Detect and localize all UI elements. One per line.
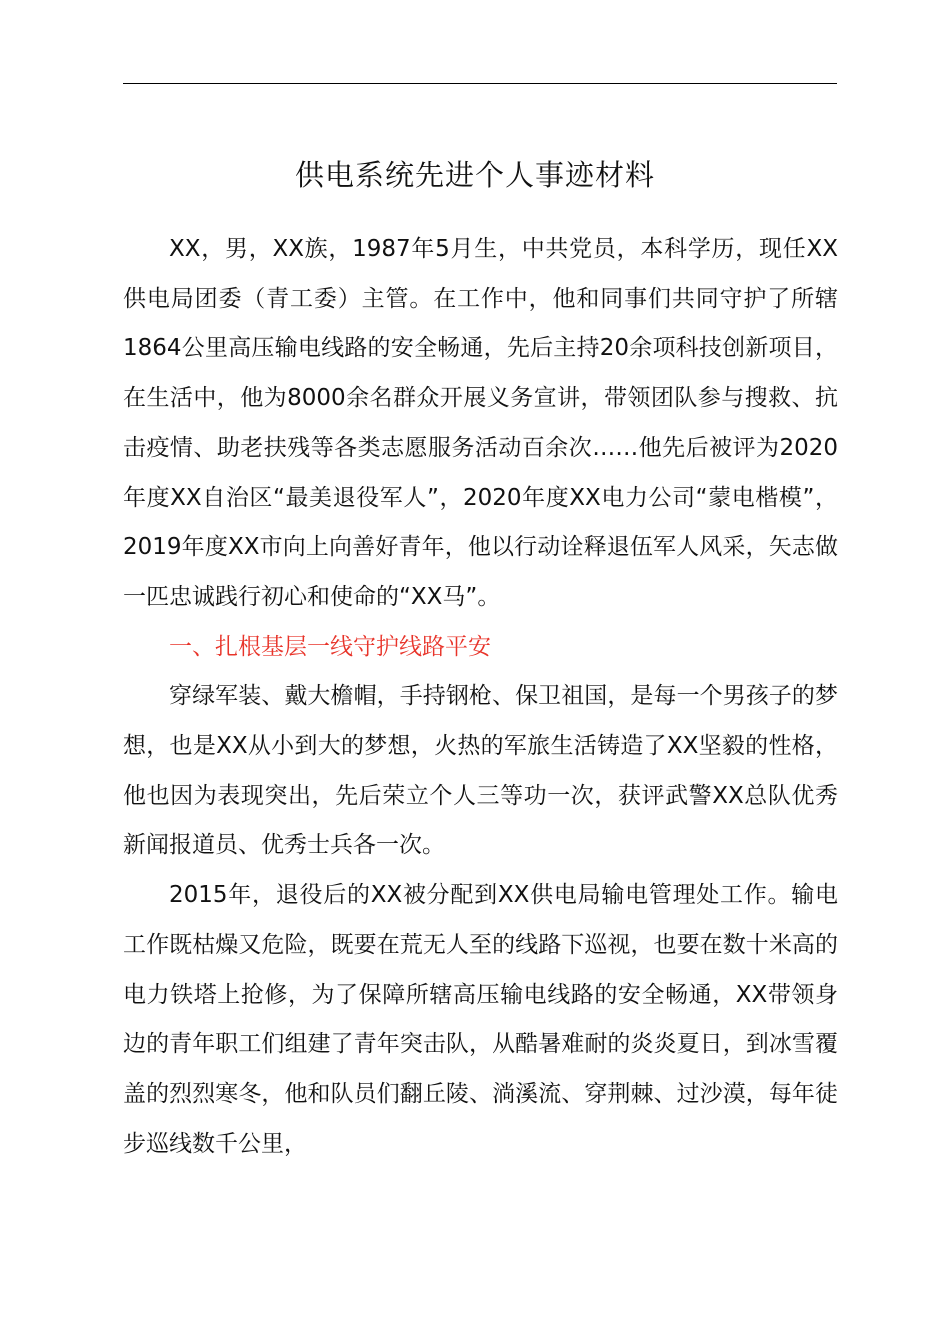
section-heading: 一、扎根基层一线守护线路平安 <box>169 633 491 660</box>
section-paragraph: 穿绿军装、戴大檐帽，手持钢枪、保卫祖国，是每一个男孩子的梦想，也是XX从小到大的梦想，火热的军旅生活铸造了XX坚毅的性格，他也因为表现突出，先后荣立个人三等功一次，获评武警XX总队优秀新闻报道员、优秀士兵各一次。 <box>123 683 838 859</box>
header-rule <box>123 83 837 84</box>
document-body <box>123 225 838 1169</box>
document-title: 供电系统先进个人事迹材料 <box>294 158 655 192</box>
intro-paragraph: XX，男，XX族，1987年5月生，中共党员，本科学历，现任XX供电局团委（青工委）主管。在工作中，他和同事们共同守护了所辖1864公里高压输电线路的安全畅通，先后主持20余项科技创新项目，在生活中，他为8000余名群众开展义务宣讲，带领团队参与搜救、抗击疫情、助老扶残等各类志愿服务活动百余次……他先后被评为2020年度XX自治区“最美退役军人”，2020年度XX电力公司“蒙电楷模”，2019年度XX市向上向善好青年，他以行动诠释退伍军人风采，矢志做一匹忠诚践行初心和使命的“XX马”。 <box>123 236 838 610</box>
section-paragraph: 2015年，退役后的XX被分配到XX供电局输电管理处工作。输电工作既枯燥又危险，既要在荒无人至的线路下巡视，也要在数十米高的电力铁塔上抢修，为了保障所辖高压输电线路的安全畅通，XX带领身边的青年职工们组建了青年突击队，从酷暑难耐的炎炎夏日，到冰雪覆盖的烈烈寒冬，他和队员们翻丘陵、淌溪流、穿荆棘、过沙漠，每年徒步巡线数千公里， <box>123 882 838 1157</box>
